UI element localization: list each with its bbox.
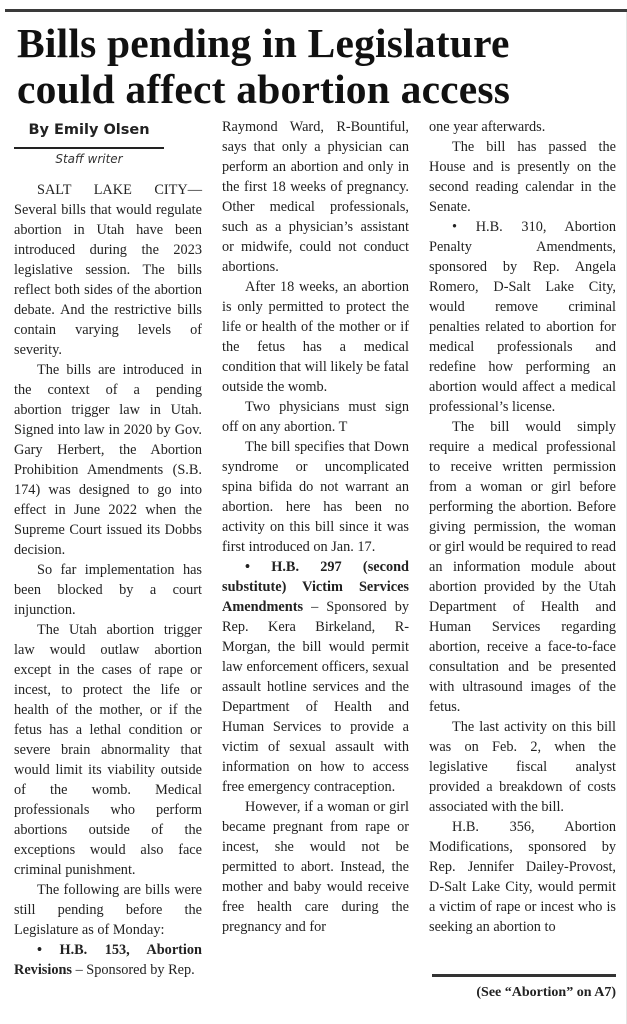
paragraph: Raymond Ward, R-Bountiful, says that only a physician can perform an abortion and only in the first 18 weeks of pregnancy. Other medical professionals, such as a physician’s assistant or midwife, could not conduct abortions. <box>222 119 409 275</box>
jump-rule <box>432 974 616 977</box>
paragraph: The last activity on this bill was on Feb. 2, when the legislative fiscal analyst provided a breakdown of costs associated with the bill. <box>429 719 616 815</box>
paragraph: Two physicians must sign off on any abortion. T <box>222 399 409 435</box>
paragraph-bill-hb297 <box>222 557 409 797</box>
article-column-3 <box>429 117 616 937</box>
jump-line: (See “Abortion” on A7) <box>476 985 616 1000</box>
bill-text: – Sponsored by Rep. Kera Birkeland, R-Morgan, the bill would permit law enforcement officers, sexual assault hotline services and the Department of Health and Human Services to provide a victim of sexual assault with information on how to access free emergency contraception. <box>222 599 409 795</box>
bill-text: – Sponsored by Rep. <box>72 962 195 978</box>
byline: By Emily Olsen <box>28 122 150 138</box>
bill-heading: • H.B. 153, Abortion Revisions <box>14 942 202 978</box>
headline-line-1: Bills pending in Legislature <box>17 20 510 66</box>
paragraph: However, if a woman or girl became pregnant from rape or incest, she would not be permitted to abort. Instead, the mother and baby would receive free health care during the pregnancy and for <box>222 799 409 935</box>
paragraph: The bill specifies that Down syndrome or uncomplicated spina bifida do not warrant an abortion. here has been no activity on this bill since it was first introduced on Jan. 17. <box>222 439 409 555</box>
paragraph-bill-hb153 <box>14 940 202 980</box>
article-column-1 <box>14 180 202 980</box>
paragraph-bill-hb356: H.B. 356, Abortion Modifications, sponsored by Rep. Jennifer Dailey-Provost, D-Salt Lake City, would permit a victim of rape or incest who is seeking an abortion to <box>429 819 616 935</box>
paragraph: The following are bills were still pending before the Legislature as of Monday: <box>14 882 202 938</box>
paragraph: The Utah abortion trigger law would outlaw abortion except in the cases of rape or incest, to protect the life or health of the mother, or if the fetus has a lethal condition or severe brain abnormality that would limit its viability outside of the womb. Medical professionals who perform abortions outside of the exceptions would also face criminal punishment. <box>14 622 202 878</box>
paragraph: After 18 weeks, an abortion is only permitted to protect the life or health of the mother or if the fetus has a medical condition that will likely be fatal outside the womb. <box>222 279 410 395</box>
byline-rule <box>14 147 164 149</box>
headline-line-2: could affect abortion access <box>17 66 511 112</box>
byline-title: Staff writer <box>55 152 123 166</box>
headline <box>17 20 617 112</box>
paragraph-bill-hb310: • H.B. 310, Abortion Penalty Amendments, sponsored by Rep. Angela Romero, D-Salt Lake City, would remove criminal penalties related to abortion for medical professionals and redefine how performing an abortion would affect a medical professional’s license. <box>429 219 616 415</box>
paragraph: So far implementation has been blocked by a court injunction. <box>14 562 202 618</box>
paragraph: SALT LAKE CITY—Several bills that would regulate abortion in Utah have been introduced during the 2023 legislative session. The bills reflect both sides of the abortion debate. And the restrictive bills contain varying levels of severity. <box>14 182 202 358</box>
paragraph: The bill would simply require a medical professional to receive written permission from a woman or girl before performing the abortion. Before giving permission, the woman or girl would be required to read an information module about abortion provided by the Utah Department of Health and Human Services regarding abortion, receive a face-to-face consultation and be presented with ultrasound images of the fetus. <box>429 419 616 715</box>
paragraph: The bills are introduced in the context of a pending abortion trigger law in Utah. Signed into law in 2020 by Gov. Gary Herbert, the Abortion Prohibition Amendments (S.B. 174) was designed to go into effect in June 2022 when the Supreme Court issued its Dobbs decision. <box>14 362 202 558</box>
top-rule <box>5 9 627 12</box>
article-column-2 <box>222 117 409 937</box>
paragraph: one year afterwards. <box>429 119 546 135</box>
bill-heading: • H.B. 297 (second substitute) Victim Services Amendments <box>222 559 409 615</box>
paragraph: The bill has passed the House and is presently on the second reading calendar in the Senate. <box>429 139 616 215</box>
